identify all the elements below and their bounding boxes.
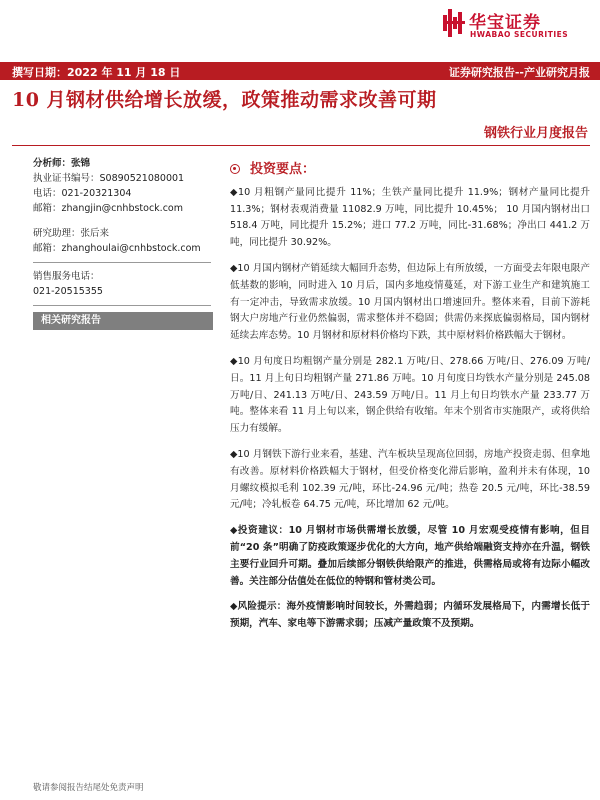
brand-name-cn: 华宝证券	[469, 13, 541, 33]
assistant-name: 研究助理：张后来	[33, 228, 110, 239]
paragraph-downstream: ◆10 月钢铁下游行业来看，基建、汽车板块呈现高位回弱，房地产投资走弱、但拿地有改善。原材料价格跌幅大于钢材，但受价格变化滞后影响，盈利并未有体现，10 月螺纹模拟毛利 102.39 元/吨，环比-24.96 元/吨；热卷 20.5 元/吨，环比-38.59 元/吨；冷轧板卷 64.75 元/吨，环比增加 62 元/吨。	[230, 448, 590, 511]
investment-highlights	[230, 162, 590, 642]
section-header	[230, 162, 590, 179]
sales-label: 销售服务电话：	[33, 271, 100, 282]
hwabao-logo-icon	[443, 9, 465, 37]
sales-phone: 021-20515355	[33, 286, 103, 297]
circle-bullet-icon	[230, 164, 240, 174]
section-title: 投资要点：	[250, 162, 316, 177]
related-reports-header: 相关研究报告	[33, 312, 213, 330]
header-bar	[0, 62, 600, 80]
analyst-phone: 电话：021-20321304	[33, 188, 132, 199]
brand-logo	[443, 6, 593, 46]
analyst-email[interactable]: 邮箱：zhangjin@cnhbstock.com	[33, 203, 183, 214]
title-divider	[12, 145, 590, 146]
paragraph-market: ◆10 月国内钢材产销延续大幅回升态势，但边际上有所放缓，一方面受去年限电限产低基数的影响，同时进入 10 月后，国内多地疫情蔓延，对下游工业生产和建筑施工有一定冲击，导致需求放缓。10 月国内钢材出口增速回升。整体来看，目前下游耗钢大户房地产行业仍然偏弱，需求整体并不稳固；供需仍来探底偏弱格局，国内钢材延续去库态势。10 月钢材和原材料价格均下跌，其中原材料价格跌幅大于钢材。	[230, 262, 590, 342]
brand-name-en: HWABAO SECURITIES	[470, 30, 569, 39]
disclaimer-note: 敬请参阅报告结尾处免责声明	[33, 783, 144, 793]
assistant-email[interactable]: 邮箱：zhanghoulai@cnhbstock.com	[33, 243, 201, 254]
report-date: 撰写日期：2022 年 11 月 18 日	[12, 66, 181, 79]
report-subtitle: 钢铁行业月度报告	[483, 126, 588, 141]
divider	[33, 305, 211, 306]
paragraph-output: ◆10 月旬度日均粗钢产量分别是 282.1 万吨/日、278.66 万吨/日、276.09 万吨/日。11 月上旬日均粗钢产量 271.86 万吨。10 月旬度日均铁水产量分别是 245.08 万吨/日、241.13 万吨/日、243.59 万吨/日。11 月上旬日均铁水产量 233.77 万吨。整体来看 11 月上旬以来，钢企供给有收缩。年末个别省市实施限产，或将供给压力有缓解。	[230, 355, 590, 435]
paragraph-recommendation: ◆投资建议：10 月钢材市场供需增长放缓，尽管 10 月宏观受疫情有影响，但目前“20 条”明确了防疫政策逐步优化的大方向，地产供给端融资支持亦在升温，钢铁主要行业回升可期。叠加后续部分钢铁供给限产的推进，供需格局或将有边际小幅改善。关注部分估值处在低位的特钢和管材类公司。	[230, 525, 590, 587]
analyst-cert: 执业证书编号：S0890521080001	[33, 173, 185, 184]
analyst-panel	[33, 156, 211, 330]
divider	[33, 262, 211, 263]
report-category: 证券研究报告--产业研究月报	[448, 66, 590, 79]
analyst-name: 分析师：张锦	[33, 158, 91, 169]
paragraph-production: ◆10 月粗钢产量同比提升 11%；生铁产量同比提升 11.9%；钢材产量同比提升 11.3%；钢材表观消费量 11082.9 万吨，同比提升 10.45%； 10 月国内钢材出口 518.4 万吨，同比提升 15.2%；进口 77.2 万吨，同比-31.68%；净出口 441.2 万吨，同比提升 30.92%。	[230, 186, 590, 249]
paragraph-risk: ◆风险提示：海外疫情影响时间较长，外需趋弱；内循环发展格局下，内需增长低于预期，汽车、家电等下游需求弱；压减产量政策不及预期。	[230, 601, 590, 630]
report-title: 10 月钢材供给增长放缓，政策推动需求改善可期	[12, 89, 437, 111]
